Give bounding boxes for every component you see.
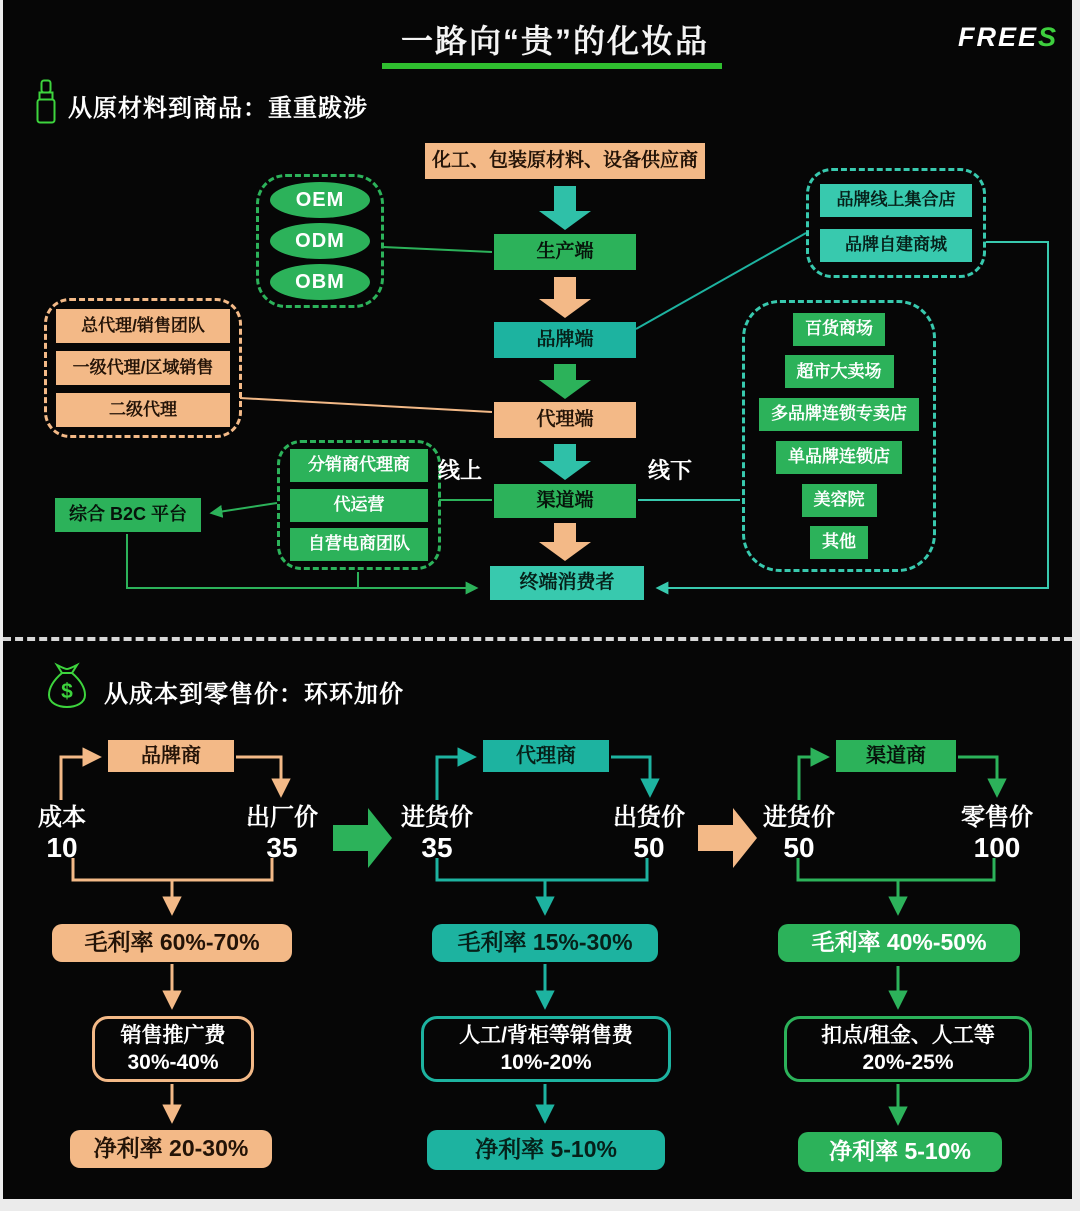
stage1-input-value: 10: [46, 831, 78, 863]
stage3-input-label: 进货价: [763, 804, 835, 831]
chain-channel-box: 渠道端: [494, 484, 636, 518]
stage3-cost-box: [784, 1016, 1032, 1082]
stage1-name-box: 品牌商: [108, 740, 234, 772]
stage1-cost-value: 30%-40%: [127, 1051, 219, 1074]
lipstick-icon: [34, 78, 58, 126]
chain-agent-box: 代理端: [494, 402, 636, 438]
online-partner-item: 自营电商团队: [290, 528, 428, 561]
agent-layer-item: 二级代理: [56, 393, 230, 427]
agent-layer-item: 一级代理/区域销售: [56, 351, 230, 385]
stage2-output-value: 50: [633, 831, 665, 863]
stage2-gross-margin-box: 毛利率 15%-30%: [432, 924, 658, 962]
stage3-output-value: 100: [973, 831, 1021, 863]
stage2-cost-value: 10%-20%: [500, 1051, 592, 1074]
stage1-cost-name: 销售推广费: [120, 1023, 226, 1047]
stage3-cost-value: 20%-25%: [862, 1051, 954, 1074]
offline-channel-item: 超市大卖场: [785, 355, 894, 388]
stage3-output-price: [951, 804, 1043, 864]
chain-production-box: 生产端: [494, 234, 636, 270]
stage2-output-label: 出货价: [613, 804, 685, 831]
stage1-cost-box: [92, 1016, 254, 1082]
stage2-input-value: 35: [421, 831, 453, 863]
stage1-input-price: [18, 804, 106, 864]
online-partner-item: 代运营: [290, 489, 428, 522]
stage2-input-price: [393, 804, 481, 864]
manufacturer-obm: OBM: [270, 264, 370, 300]
manufacturer-oem: OEM: [270, 182, 370, 218]
stage3-gross-margin-box: 毛利率 40%-50%: [778, 924, 1020, 962]
supplier-box: 化工、包装原材料、设备供应商: [425, 143, 705, 179]
offline-channel-item: 单品牌连锁店: [776, 441, 902, 474]
stage2-cost-name: 人工/背柜等销售费: [459, 1023, 633, 1047]
offline-channel-item: 美容院: [802, 484, 877, 517]
frees-logo: [940, 22, 1058, 53]
svg-text:$: $: [61, 680, 73, 703]
brand-direct-group: [806, 168, 986, 278]
stage2-net-margin-box: 净利率 5-10%: [427, 1130, 665, 1170]
stage1-output-price: [238, 804, 326, 864]
stage3-net-margin-box: 净利率 5-10%: [798, 1132, 1002, 1172]
stage3-cost-name: 扣点/租金、人工等: [821, 1023, 995, 1047]
chain-consumer-box: 终端消费者: [490, 566, 644, 600]
offline-channel-item: 百货商场: [793, 313, 885, 346]
stage1-output-label: 出厂价: [246, 804, 318, 831]
stage1-output-value: 35: [266, 831, 298, 863]
stage3-input-value: 50: [783, 831, 815, 863]
stage1-gross-margin-box: 毛利率 60%-70%: [52, 924, 292, 962]
stage2-output-price: [603, 804, 695, 864]
offline-label: 线下: [647, 458, 692, 483]
online-partners-group: [277, 440, 441, 570]
online-partner-item: 分销商代理商: [290, 449, 428, 482]
stage3-output-label: 零售价: [961, 804, 1033, 831]
online-label: 线上: [437, 458, 482, 483]
stage3-input-price: [755, 804, 843, 864]
section-separator: [3, 637, 1072, 641]
money-bag-icon: [44, 662, 90, 710]
bottom-section-heading: 从成本到零售价：环环加价: [104, 681, 404, 708]
stage3-name-box: 渠道商: [836, 740, 956, 772]
offline-channel-item: 多品牌连锁专卖店: [759, 398, 919, 431]
logo-green-part: S: [1037, 22, 1058, 52]
stage2-cost-box: [421, 1016, 671, 1082]
page-title: 一路向“贵”的化妆品: [400, 23, 709, 59]
agent-layer-item: 总代理/销售团队: [56, 309, 230, 343]
stage2-name-box: 代理商: [483, 740, 609, 772]
brand-direct-item: 品牌线上集合店: [820, 184, 972, 217]
offline-channel-item: 其他: [810, 526, 868, 559]
top-section-heading: 从原材料到商品：重重跋涉: [68, 95, 368, 122]
brand-direct-item: 品牌自建商城: [820, 229, 972, 262]
manufacturer-group: [256, 174, 384, 308]
agent-layers-group: [44, 298, 242, 438]
offline-channels-group: [742, 300, 936, 572]
manufacturer-odm: ODM: [270, 223, 370, 259]
stage1-input-label: 成本: [38, 804, 86, 831]
stage1-net-margin-box: 净利率 20-30%: [70, 1130, 272, 1168]
title-underline: [382, 63, 722, 69]
logo-white-part: FREE: [957, 22, 1038, 52]
b2c-platform-box: 综合 B2C 平台: [55, 498, 201, 532]
chain-brand-box: 品牌端: [494, 322, 636, 358]
stage2-input-label: 进货价: [401, 804, 473, 831]
